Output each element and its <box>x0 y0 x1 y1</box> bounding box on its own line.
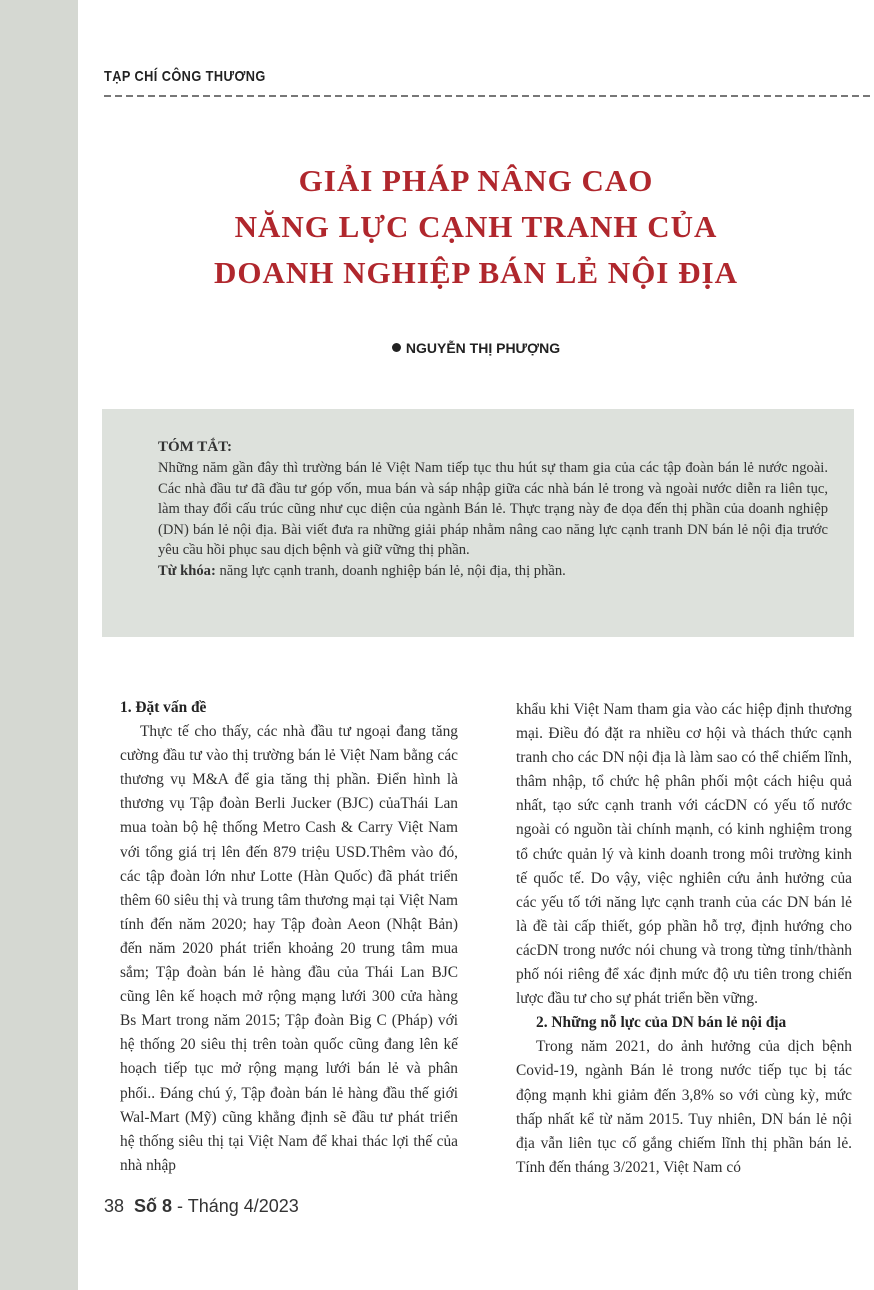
bullet-icon <box>392 343 401 352</box>
section-1-paragraph: Thực tế cho thấy, các nhà đầu tư ngoại đang tăng cường đầu tư vào thị trường bán lẻ Việt Nam bằng các thương vụ M&A để gia tăng thị phần. Điển hình là thương vụ Tập đoàn Berli Jucker (BJC) củaThái Lan mua toàn bộ hệ thống Metro Cash & Carry Việt Nam với tổng giá trị lên đến 879 triệu USD.Thêm vào đó, các tập đoàn lớn như Lotte (Hàn Quốc) đã phát triển thêm 60 siêu thị và trung tâm thương mại tại Việt Nam tính đến năm 2020; hay Tập đoàn Aeon (Nhật Bản) đến năm 2020 phát triển khoảng 20 trung tâm mua sắm; Tập đoàn bán lẻ hàng đầu của Thái Lan BJC cũng lên kế hoạch mở rộng mạng lưới 300 cửa hàng Bs Mart trong năm 2015; Tập đoàn Big C (Pháp) với hệ thống 20 siêu thị trên toàn quốc cũng đang lên kế hoạch tiếp tục mở rộng mạng lưới bán lẻ và phân phối.. Đáng chú ý, Tập đoàn bán lẻ hàng đầu thế giới Wal-Mart (Mỹ) cũng khẳng định sẽ đầu tư phát triển hệ thống siêu thị tại Việt Nam để khai thác lợi thế của nhà nhập <box>120 723 458 1174</box>
section-2-heading: 2. Những nỗ lực của DN bán lẻ nội địa <box>536 1014 787 1032</box>
abstract-box <box>102 409 854 637</box>
issue-number: Số 8 <box>134 1196 173 1216</box>
keywords-line <box>158 561 828 582</box>
body-column-left <box>120 696 458 1178</box>
author-line <box>96 340 856 356</box>
section-2-paragraph: Trong năm 2021, do ảnh hưởng của dịch bệnh Covid-19, ngành Bán lẻ trong nước tiếp tục bị tác động mạnh khi giảm đến 3,8% so với cùng kỳ, mức thấp nhất kể từ năm 2015. Tuy nhiên, DN bán lẻ nội địa vẫn liên tục cố gắng chiếm lĩnh thị phần bán lẻ. Tính đến tháng 3/2021, Việt Nam có <box>516 1038 852 1176</box>
header-rule <box>104 95 874 97</box>
issue-date: Tháng 4/2023 <box>187 1196 299 1216</box>
page-footer <box>104 1196 299 1217</box>
page-number: 38 <box>104 1196 125 1216</box>
abstract-text: Những năm gần đây thì trường bán lẻ Việt Nam tiếp tục thu hút sự tham gia của các tập đoàn bán lẻ nước ngoài. Các nhà đầu tư đã đầu tư góp vốn, mua bán và sáp nhập giữa các nhà bán lẻ trong và ngoài nước diễn ra liên tục, làm thay đổi cấu trúc cũng như cục diện của ngành Bán lẻ. Thực trạng này đe dọa đến thị phần của doanh nghiệp (DN) bán lẻ nội địa. Bài viết đưa ra những giải pháp nhằm nâng cao năng lực cạnh tranh DN bán lẻ nội địa trước yêu cầu hồi phục sau dịch bệnh và giữ vững thị phần. <box>158 460 828 558</box>
author-name: NGUYỄN THỊ PHƯỢNG <box>405 340 561 356</box>
abstract-heading: TÓM TẮT: <box>158 439 233 455</box>
title-line-2: NĂNG LỰC CẠNH TRANH CỦA <box>234 209 718 244</box>
section-1-heading: 1. Đặt vấn đề <box>120 699 207 716</box>
keywords-text: năng lực cạnh tranh, doanh nghiệp bán lẻ, nội địa, thị phần. <box>219 562 566 579</box>
article-title <box>96 158 856 296</box>
section-1-continued: khẩu khi Việt Nam tham gia vào các hiệp định thương mại. Điều đó đặt ra nhiều cơ hội và thách thức cạnh tranh cho các DN nội địa là làm sao có thể chiếm lĩnh, thâm nhập, tổ chức hệ phân phối một cách hiệu quả nhất, tạo sức cạnh tranh với cácDN có yếu tố nước ngoài có nguồn tài chính mạnh, có kinh nghiệm trong tổ chức quản lý và kinh doanh trong môi trường kinh tế quốc tế. Do vậy, việc nghiên cứu ảnh hưởng của các yếu tố tới năng lực cạnh tranh của các DN bán lẻ là đề tài cấp thiết, góp phần hỗ trợ, định hướng cho cácDN trong nước nói chung và trong từng tỉnh/thành phố nói riêng để xác định mức độ ưu tiên trong chiến lược đầu tư cho sự phát triển bền vững. <box>516 701 852 1008</box>
body-column-right <box>516 698 852 1180</box>
title-line-3: DOANH NGHIỆP BÁN LẺ NỘI ĐỊA <box>214 255 738 290</box>
footer-separator: - <box>172 1196 188 1216</box>
journal-name: TẠP CHÍ CÔNG THƯƠNG <box>104 68 266 85</box>
left-margin-band <box>0 0 78 1290</box>
title-line-1: GIẢI PHÁP NÂNG CAO <box>298 163 654 198</box>
keywords-label: Từ khóa: <box>158 562 216 579</box>
